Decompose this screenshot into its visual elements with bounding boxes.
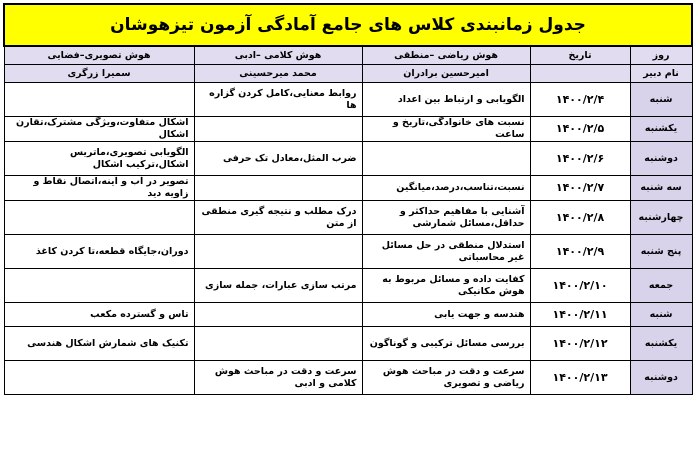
table-row xyxy=(4,201,692,235)
visual-topic-cell xyxy=(4,361,194,395)
day-cell: سه شنبه xyxy=(630,176,692,201)
date-cell: ۱۴۰۰/۲/۴ xyxy=(530,83,630,117)
header-date-empty xyxy=(530,65,630,83)
visual-topic-cell: دوران،جایگاه قطعه،تا کردن کاغذ xyxy=(4,235,194,269)
verbal-topic-cell xyxy=(194,303,362,327)
math-topic-cell xyxy=(362,142,530,176)
day-cell: یکشنبه xyxy=(630,117,692,142)
header-date: تاریخ xyxy=(530,46,630,65)
date-cell: ۱۴۰۰/۲/۱۲ xyxy=(530,327,630,361)
verbal-topic-cell: درک مطلب و نتیجه گیری منطقی از متن xyxy=(194,201,362,235)
math-topic-cell: بررسی مسائل ترکیبی و گوناگون xyxy=(362,327,530,361)
teacher-visual: سمیرا زرگری xyxy=(4,65,194,83)
day-cell: چهارشنبه xyxy=(630,201,692,235)
visual-topic-cell: اشکال متفاوت،ویژگی مشترک،تقارن اشکال xyxy=(4,117,194,142)
table-row xyxy=(4,176,692,201)
verbal-topic-cell xyxy=(194,327,362,361)
day-cell: شنبه xyxy=(630,83,692,117)
schedule-table xyxy=(3,3,693,395)
date-cell: ۱۴۰۰/۲/۸ xyxy=(530,201,630,235)
math-topic-cell: هندسه و جهت یابی xyxy=(362,303,530,327)
table-row xyxy=(4,235,692,269)
date-cell: ۱۴۰۰/۲/۵ xyxy=(530,117,630,142)
date-cell: ۱۴۰۰/۲/۱۰ xyxy=(530,269,630,303)
day-cell: دوشنبه xyxy=(630,361,692,395)
header-day: روز xyxy=(630,46,692,65)
math-topic-cell: سرعت و دقت در مباحث هوش ریاضی و تصویری xyxy=(362,361,530,395)
math-topic-cell: الگویابی و ارتباط بین اعداد xyxy=(362,83,530,117)
table-row xyxy=(4,327,692,361)
header-verbal: هوش کلامی –ادبی xyxy=(194,46,362,65)
date-cell: ۱۴۰۰/۲/۱۱ xyxy=(530,303,630,327)
day-cell: یکشنبه xyxy=(630,327,692,361)
verbal-topic-cell: مرتب سازی عبارات، جمله سازی xyxy=(194,269,362,303)
header-math: هوش ریاضی –منطقی xyxy=(362,46,530,65)
page-title: جدول زمانبندی کلاس های جامع آمادگی آزمون تیزهوشان xyxy=(4,4,692,46)
math-topic-cell: آشنایی با مفاهیم حداکثر و حداقل،مسائل شمارشی xyxy=(362,201,530,235)
verbal-topic-cell: سرعت و دقت در مباحث هوش کلامی و ادبی xyxy=(194,361,362,395)
day-cell: پنج شنبه xyxy=(630,235,692,269)
visual-topic-cell: تصویر در آب و آینه،اتصال نقاط و زاویه دید xyxy=(4,176,194,201)
date-cell: ۱۴۰۰/۲/۱۳ xyxy=(530,361,630,395)
day-cell: شنبه xyxy=(630,303,692,327)
date-cell: ۱۴۰۰/۲/۷ xyxy=(530,176,630,201)
teacher-verbal: محمد میرحسینی xyxy=(194,65,362,83)
visual-topic-cell: تکنیک های شمارش اشکال هندسی xyxy=(4,327,194,361)
table-row xyxy=(4,361,692,395)
table-row xyxy=(4,83,692,117)
teacher-math: امیرحسین برادران xyxy=(362,65,530,83)
header-row-2 xyxy=(4,65,692,83)
verbal-topic-cell: روابط معنایی،کامل کردن گزاره ها xyxy=(194,83,362,117)
table-row xyxy=(4,117,692,142)
math-topic-cell: استدلال منطقی در حل مسائل غیر محاسباتی xyxy=(362,235,530,269)
verbal-topic-cell xyxy=(194,117,362,142)
math-topic-cell: نسبت های خانوادگی،تاریخ و ساعت xyxy=(362,117,530,142)
visual-topic-cell xyxy=(4,201,194,235)
day-cell: جمعه xyxy=(630,269,692,303)
visual-topic-cell: الگویابی تصویری،ماتریس اشکال،ترکیب اشکال xyxy=(4,142,194,176)
header-teacher-label: نام دبیر xyxy=(630,65,692,83)
math-topic-cell: کفایت داده و مسائل مربوط به هوش مکانیکی xyxy=(362,269,530,303)
schedule-document xyxy=(3,3,691,458)
visual-topic-cell xyxy=(4,269,194,303)
day-cell: دوشنبه xyxy=(630,142,692,176)
verbal-topic-cell xyxy=(194,235,362,269)
table-row xyxy=(4,269,692,303)
visual-topic-cell xyxy=(4,83,194,117)
header-visual: هوش تصویری–فضایی xyxy=(4,46,194,65)
verbal-topic-cell xyxy=(194,176,362,201)
table-row xyxy=(4,142,692,176)
date-cell: ۱۴۰۰/۲/۶ xyxy=(530,142,630,176)
table-row xyxy=(4,303,692,327)
verbal-topic-cell: ضرب المثل،معادل تک حرفی xyxy=(194,142,362,176)
visual-topic-cell: تاس و گسترده مکعب xyxy=(4,303,194,327)
date-cell: ۱۴۰۰/۲/۹ xyxy=(530,235,630,269)
math-topic-cell: نسبت،تناسب،درصد،میانگین xyxy=(362,176,530,201)
title-row xyxy=(4,4,692,46)
header-row-1 xyxy=(4,46,692,65)
